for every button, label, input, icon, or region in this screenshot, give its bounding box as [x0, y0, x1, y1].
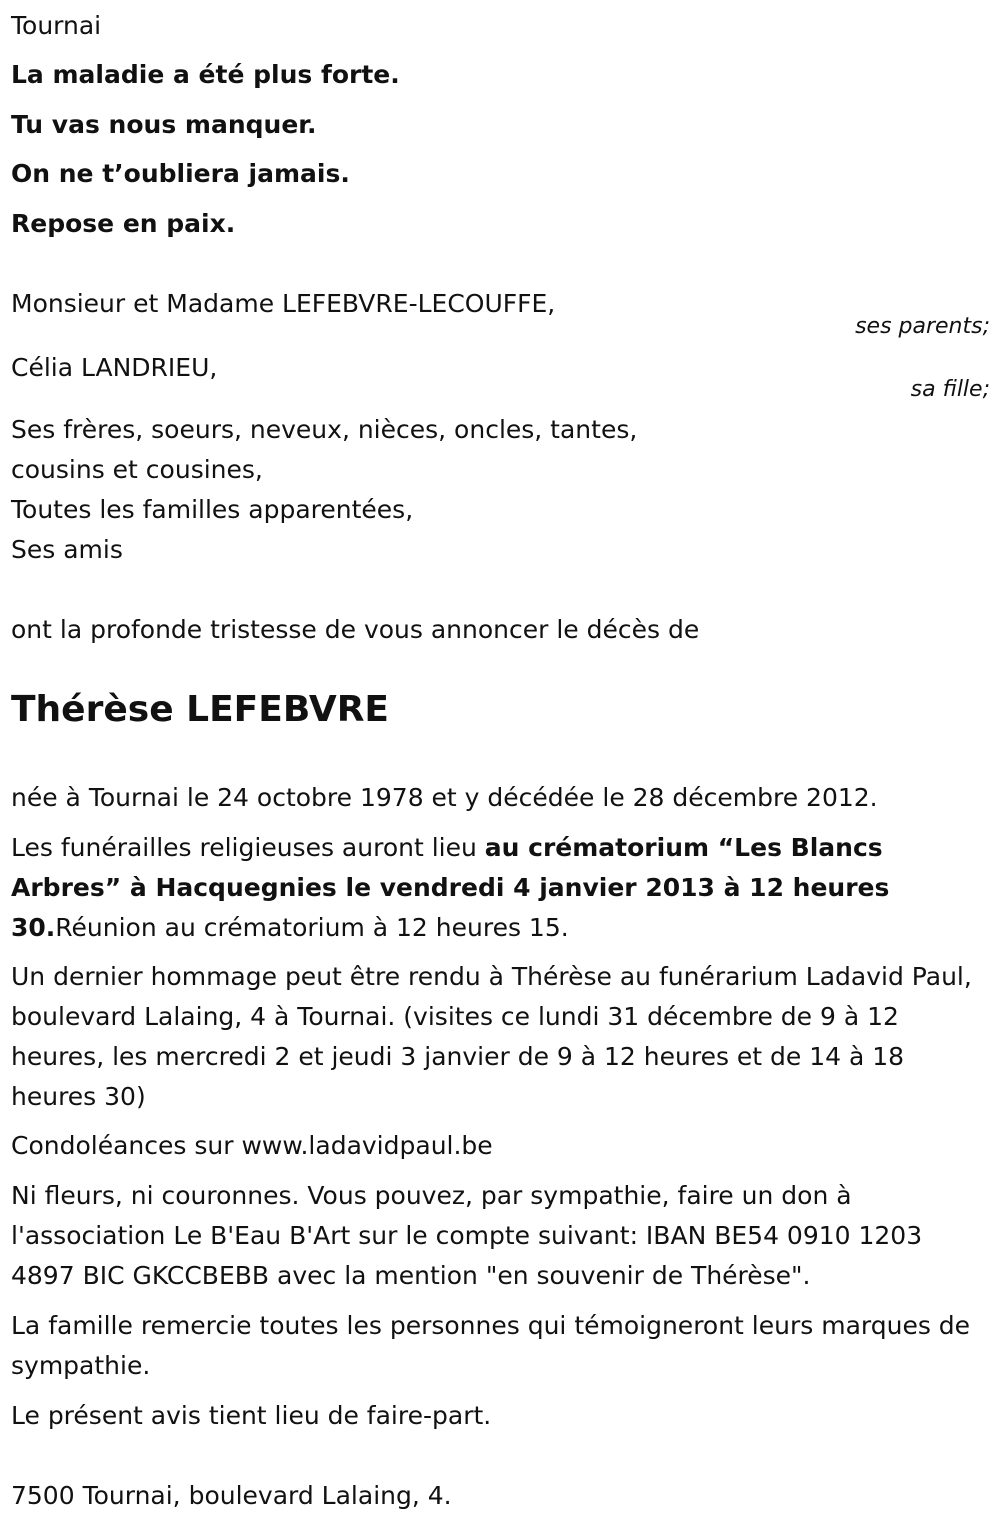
address-line: 7500 Tournai, boulevard Lalaing, 4. — [11, 1481, 452, 1510]
verse-line: Tu vas nous manquer. — [11, 110, 317, 139]
city-header: Tournai — [11, 11, 102, 40]
parents-name: Monsieur et Madame LEFEBVRE-LECOUFFE, — [11, 289, 556, 318]
funeral-meeting: Réunion au crématorium à 12 heures 15. — [55, 913, 569, 942]
family-line: cousins et cousines, — [11, 455, 263, 484]
family-line: Ses amis — [11, 535, 123, 564]
thanks-paragraph: La famille remercie toutes les personnes qui témoigneront leurs marques de sympathie. — [11, 1311, 971, 1380]
daughter-role: sa fille; — [910, 377, 990, 402]
verse-line: La maladie a été plus forte. — [11, 60, 400, 89]
announcement: ont la profonde tristesse de vous annoncer le décès de — [11, 615, 700, 644]
notice-line: Le présent avis tient lieu de faire-part. — [11, 1401, 492, 1430]
daughter-name: Célia LANDRIEU, — [11, 353, 218, 382]
condolences-line: Condoléances sur www.ladavidpaul.be — [11, 1131, 493, 1160]
deceased-name: Thérèse LEFEBVRE — [11, 689, 390, 730]
funeral-paragraph — [11, 828, 986, 948]
born-died: née à Tournai le 24 octobre 1978 et y décédée le 28 décembre 2012. — [11, 783, 878, 812]
funeral-intro: Les funérailles religieuses auront lieu — [11, 833, 485, 862]
funeral-details: au crématorium “Les Blancs Arbres” à Hacquegnies le vendredi 4 janvier 2013 à 12 heures 30. — [11, 833, 890, 942]
tribute-paragraph: Un dernier hommage peut être rendu à Thérèse au funérarium Ladavid Paul, boulevard Lalaing, 4 à Tournai. (visites ce lundi 31 décembre de 9 à 12 heures, les mercredi 2 et jeudi 3 janvier de 9 à 12 heures et de 14 à 18 heures 30) — [11, 962, 972, 1111]
donation-paragraph: Ni fleurs, ni couronnes. Vous pouvez, par sympathie, faire un don à l'association Le B'Eau B'Art sur le compte suivant: IBAN BE54 0910 1203 4897 BIC GKCCBEBB avec la mention "en souvenir de Thérèse". — [11, 1181, 923, 1290]
parents-role: ses parents; — [855, 314, 990, 339]
verse-line: Repose en paix. — [11, 209, 236, 238]
family-line: Ses frères, soeurs, neveux, nièces, oncles, tantes, — [11, 415, 638, 444]
family-line: Toutes les familles apparentées, — [11, 495, 414, 524]
verse-line: On ne t’oubliera jamais. — [11, 159, 350, 188]
